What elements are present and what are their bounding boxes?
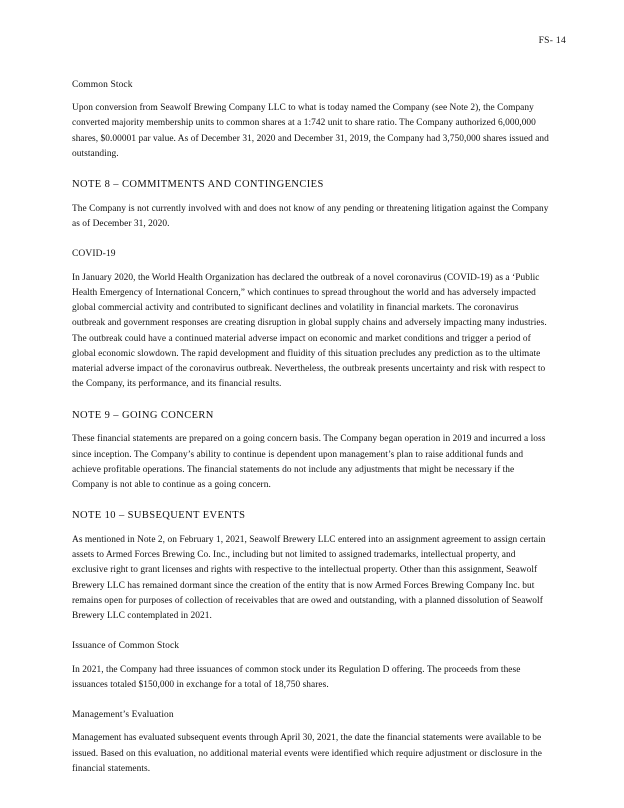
section-heading-common-stock: Common Stock <box>72 80 133 90</box>
paragraph-covid-19: In January 2020, the World Health Organization has declared the outbreak of a novel coronavirus (COVID-19) as a ‘Public Health Emergency of International Concern,” which continues to spread throughout the world and has adversely impacted global commercial activity and contributed to significant declines and volatility in financial markets. The coronavirus outbreak and government responses are creating disruption in global supply chains and adversely impacting many industries. The outbreak could have a continued material adverse impact on economic and market conditions and trigger a period of global economic slowdown. The rapid development and fluidity of this situation precludes any prediction as to the ultimate material adverse impact of the coronavirus outbreak. Nevertheless, the outbreak presents uncertainty and risk with respect to the Company, its performance, and its financial results. <box>72 272 547 390</box>
paragraph-note-9: These financial statements are prepared on a going concern basis. The Company began operation in 2019 and incurred a loss since inception. The Company’s ability to continue is dependent upon management’s plan to raise additional funds and achieve profitable operations. The financial statements do not include any adjustments that might be necessary if the Company is not able to continue as a going concern. <box>72 434 546 490</box>
paragraph-common-stock: Upon conversion from Seawolf Brewing Company LLC to what is today named the Company (see Note 2), the Company converted majority membership units to common shares at a 1:742 unit to share ratio. The Company authorized 6,000,000 shares, $0.00001 par value. As of December 31, 2020 and December 31, 2019, the Company had 3,750,000 shares issued and outstanding. <box>72 103 549 159</box>
paragraph-issuance-of-common-stock: In 2021, the Company had three issuances of common stock under its Regulation D offering. The proceeds from these issuances totaled $150,000 in exchange for a total of 18,750 shares. <box>72 664 521 690</box>
section-heading-note-9: NOTE 9 – GOING CONCERN <box>72 409 214 421</box>
section-heading-note-8: NOTE 8 – COMMITMENTS AND CONTINGENCIES <box>72 179 324 191</box>
section-heading-managements-evaluation: Management’s Evaluation <box>72 710 174 721</box>
paragraph-note-8: The Company is not currently involved with and does not know of any pending or threatening litigation against the Company as of December 31, 2020. <box>72 203 549 230</box>
section-heading-note-10: NOTE 10 – SUBSEQUENT EVENTS <box>72 510 246 522</box>
paragraph-managements-evaluation: Management has evaluated subsequent events through April 30, 2021, the date the financial statements were available to be issued. Based on this evaluation, no additional material events were identified which require adjustment or disclosure in the financial statements. <box>72 733 542 774</box>
document-body <box>72 78 552 792</box>
section-heading-issuance-of-common-stock: Issuance of Common Stock <box>72 641 180 652</box>
section-heading-covid-19: COVID-19 <box>72 249 116 260</box>
paragraph-note-10: As mentioned in Note 2, on February 1, 2021, Seawolf Brewery LLC entered into an assignment agreement to assign certain assets to Armed Forces Brewing Co. Inc., including but not limited to assigned trademarks, intellectual property, and exclusive right to grant licenses and rights with respective to the intellectual property. Other than this assignment, Seawolf Brewery LLC has remained dormant since the creation of the entity that is now Armed Forces Brewing Company Inc. but remains open for purposes of collection of receivables that are owed and outstanding, with a planned dissolution of Seawolf Brewery LLC contemplated in 2021. <box>72 534 546 622</box>
page-number: FS- 14 <box>538 36 566 46</box>
